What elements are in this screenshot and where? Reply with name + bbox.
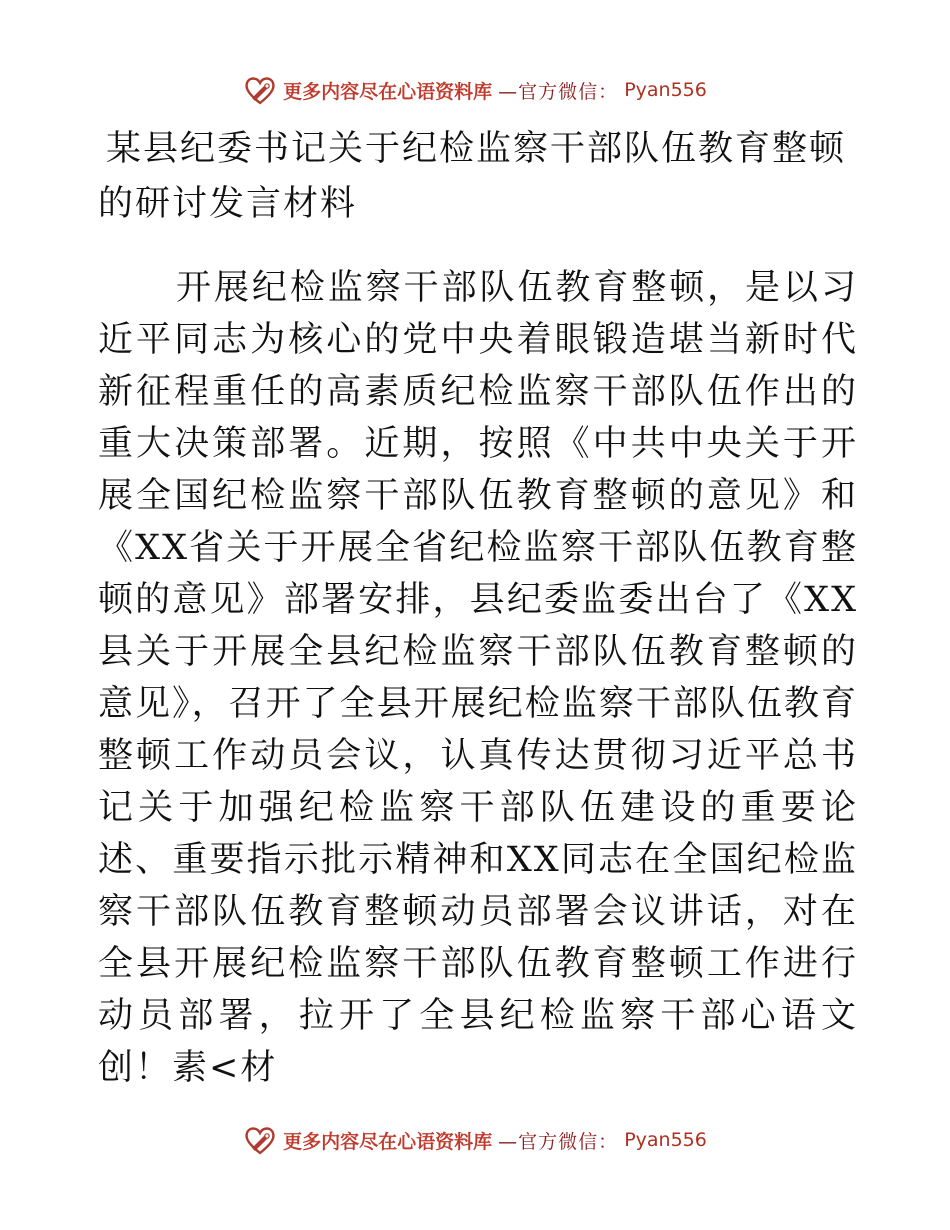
heart-pen-logo-icon — [243, 73, 277, 107]
header-dash-text: —官方微信： — [498, 80, 619, 103]
heart-pen-logo-icon — [243, 1123, 277, 1157]
header-handle-text: Pyan556 — [624, 79, 707, 101]
footer-dash-text: —官方微信： — [498, 1130, 619, 1153]
footer-handle-text: Pyan556 — [624, 1129, 707, 1151]
header-watermark — [0, 70, 950, 110]
header-lead-text: 更多内容尽在心语资料库 — [283, 80, 493, 103]
footer-watermark — [0, 1120, 950, 1160]
document-title: 某县纪委书记关于纪检监察干部队伍教育整顿的研讨发言材料 — [98, 129, 847, 224]
document-body — [98, 122, 858, 1094]
footer-lead-text: 更多内容尽在心语资料库 — [283, 1130, 493, 1153]
document-paragraph: 开展纪检监察干部队伍教育整顿，是以习近平同志为核心的党中央着眼锻造堪当新时代新征程重任的高素质纪检监察干部队伍作出的重大决策部署。近期，按照《中共中央关于开展全国纪检监察干部队伍教育整顿的意见》和《XX省关于开展全省纪检监察干部队伍教育整顿的意见》部署安排，县纪委监委出台了《XX县关于开展全县纪检监察干部队伍教育整顿的意见》，召开了全县开展纪检监察干部队伍教育整顿工作动员会议，认真传达贯彻习近平总书记关于加强纪检监察干部队伍建设的重要论述、重要指示批示精神和XX同志在全国纪检监察干部队伍教育整顿动员部署会议讲话，对在全县开展纪检监察干部队伍教育整顿工作进行动员部署，拉开了全县纪检监察干部心语文创！素<材 — [98, 268, 858, 1088]
